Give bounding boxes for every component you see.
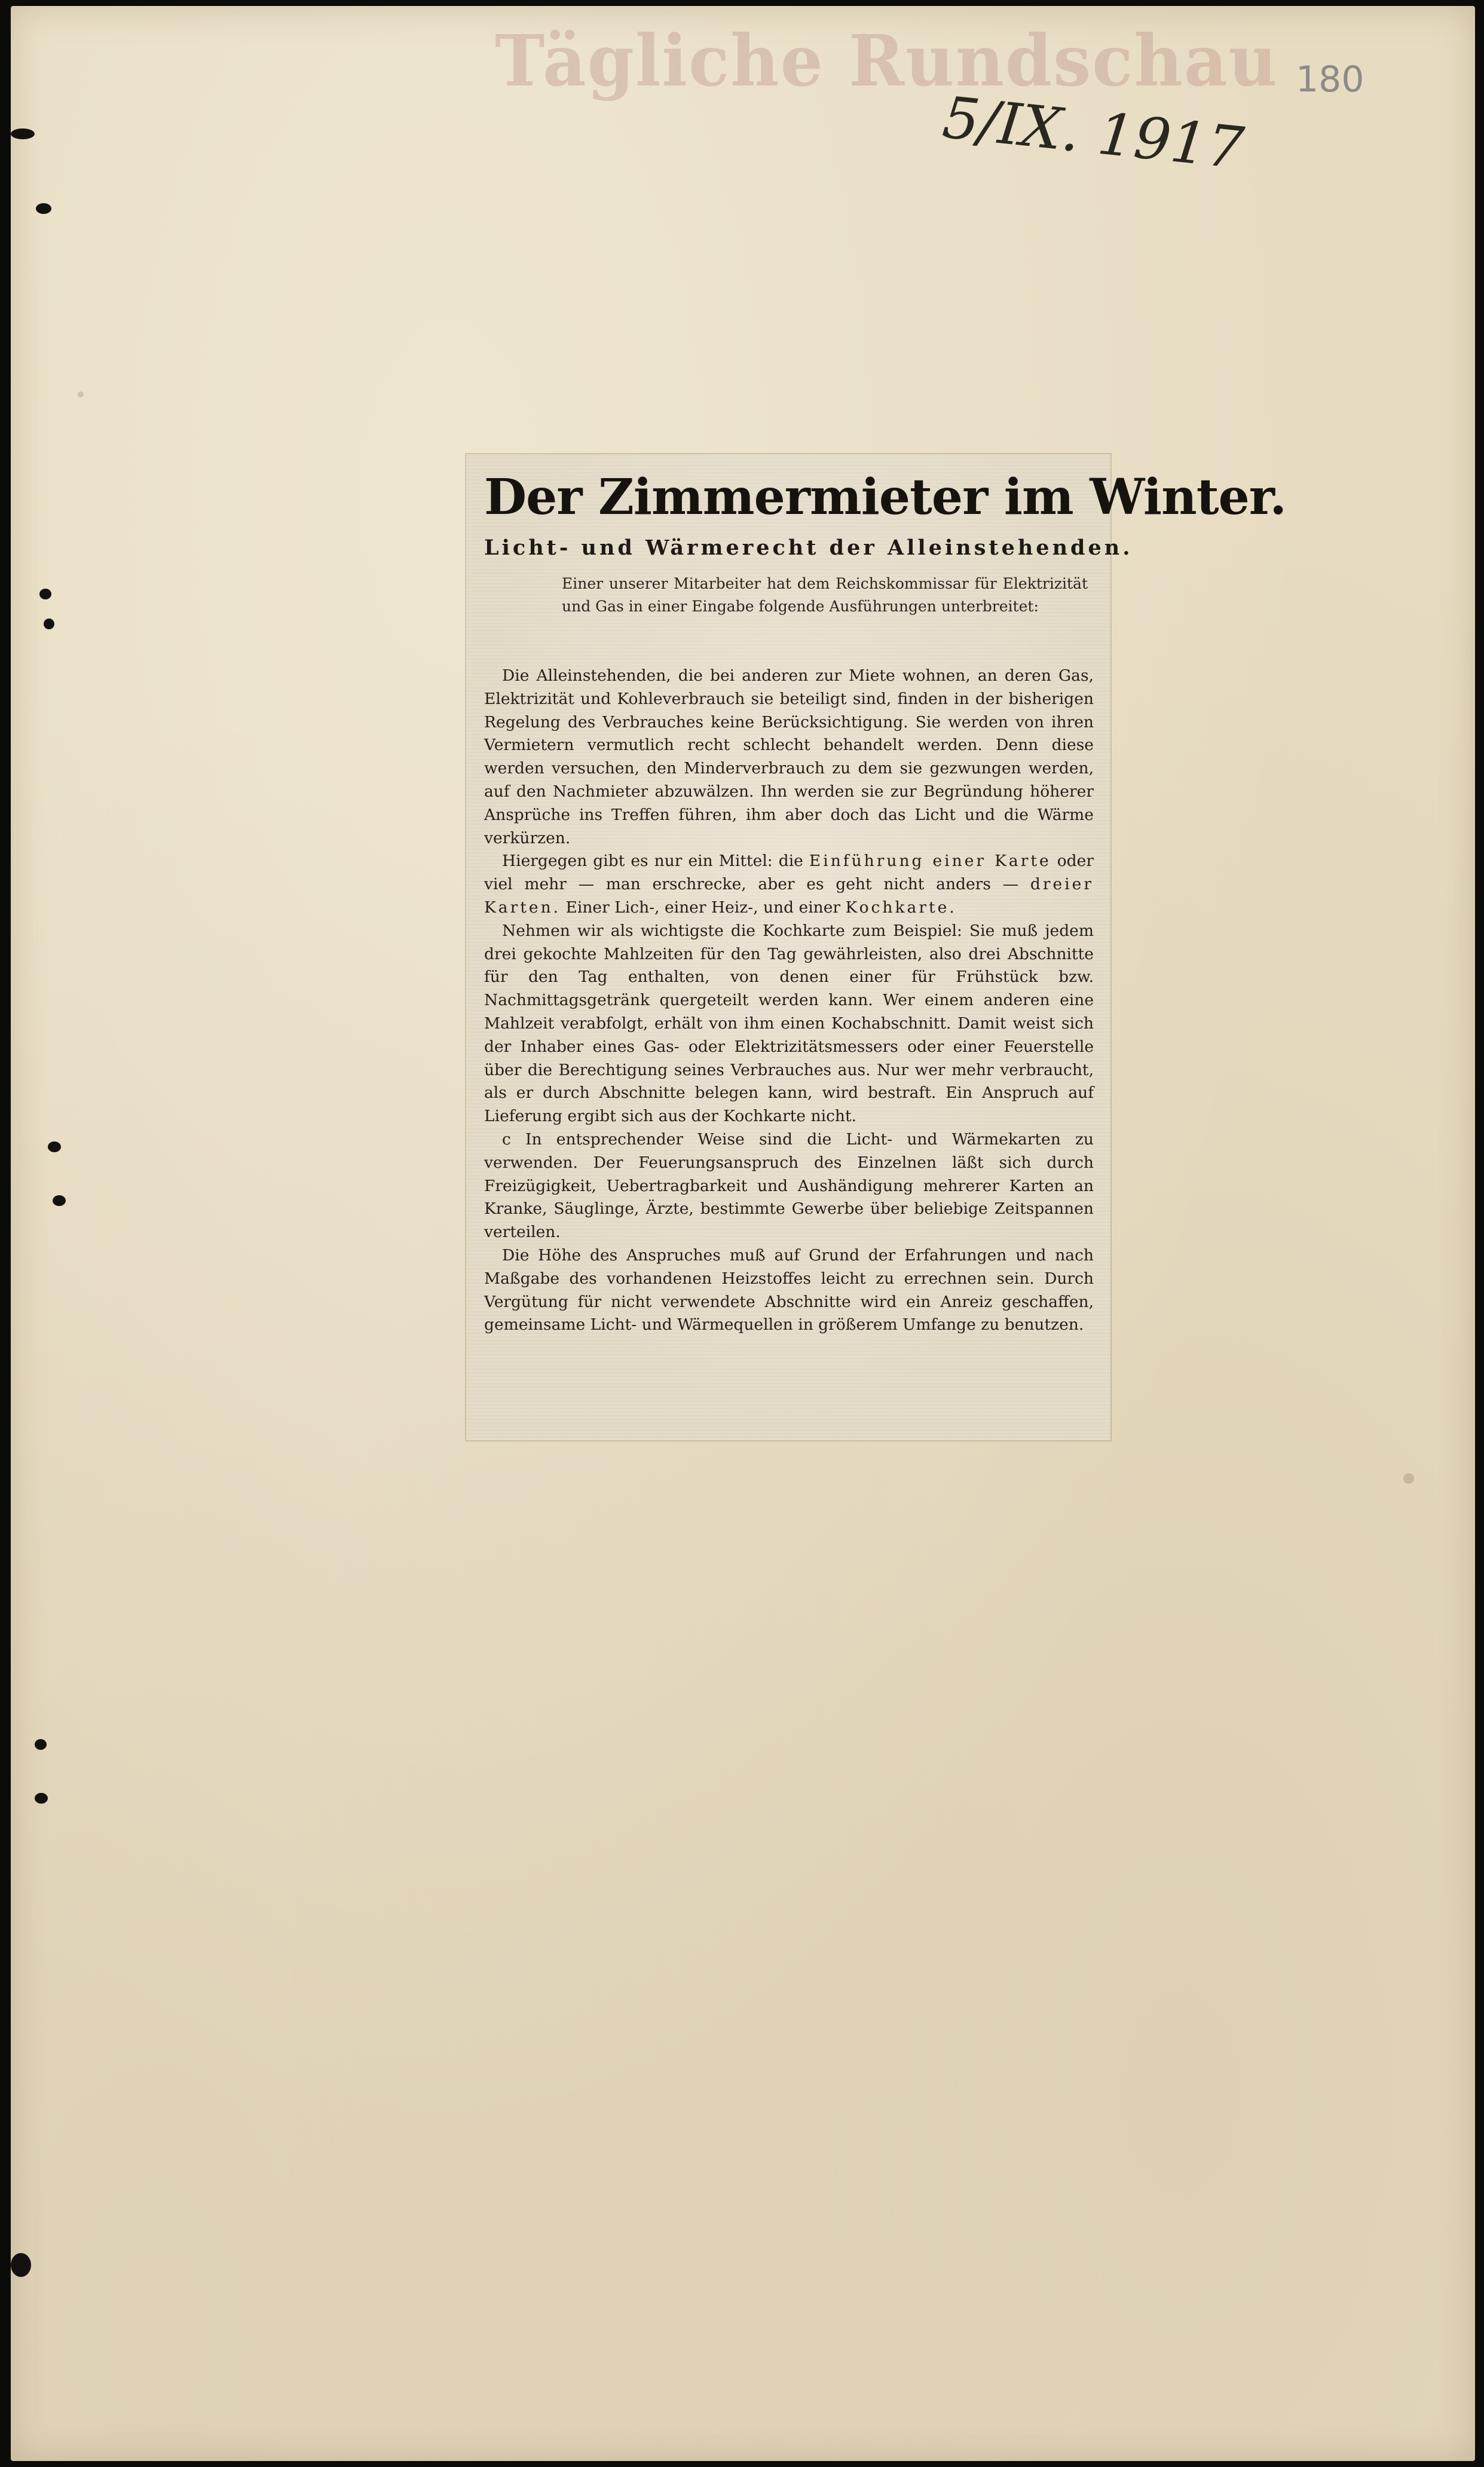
binder-hole (39, 589, 51, 599)
newspaper-name-stamp: Tägliche Rundschau (495, 20, 1278, 103)
article-text: Hiergegen gibt es nur ein Mittel: die (502, 852, 809, 871)
article-title: Der Zimmermieter im Winter. (484, 469, 1286, 526)
article-subtitle: Licht- und Wärmerecht der Alleinstehenden. (484, 535, 1133, 560)
article-body (484, 657, 1094, 1422)
binder-hole (44, 619, 54, 629)
folio-number: 180 (1296, 59, 1364, 100)
article-paragraph: c In entsprechender Weise sind die Licht- und Wärmekarten zu verwenden. Der Feuerungsanspruch des Einzelnen läßt sich durch Freizügigkeit, Uebertragbarkeit und Aushändigung mehrerer Karten an Kranke, Säuglinge, Ärzte, bestimmte Gewerbe über beliebige Zeitspannen verteilen. (484, 1130, 1094, 1242)
newspaper-clipping (466, 454, 1286, 1440)
article-emphasis: dreier Karten. (484, 875, 1094, 917)
binder-hole (11, 128, 35, 139)
article-paragraph: Die Höhe des Anspruches muß auf Grund der Erfahrungen und nach Maßgabe des vorhandenen Heizstoffes leicht zu errechnen sein. Durch Vergütung für nicht verwendete Abschnitte wird ein Anreiz geschaffen, gemeinsame Licht- und Wärmequellen in größerem Umfange zu benutzen. (484, 1245, 1094, 1334)
article-intro: Einer unserer Mitarbeiter hat dem Reichskommissar für Elektrizität und Gas in einer Eingabe folgende Ausführungen unterbreitet: (562, 575, 1088, 615)
article-text: Einer Lich-, einer Heiz-, und einer (561, 898, 846, 917)
article-text: oder viel mehr — man erschrecke, aber es geht nicht anders — (484, 852, 1094, 894)
paper-spot (78, 391, 84, 397)
article-paragraph: Die Alleinstehenden, die bei anderen zur Miete wohnen, an deren Gas, Elektrizität und Kohleverbrauch sie beteiligt sind, finden in der bisherigen Regelung des Verbrauches keine Berücksichtigung. Sie werden von ihren Vermietern vermutlich recht schlecht behandelt werden. Denn diese werden versuchen, den Minderverbrauch zu dem sie gezwungen werden, auf den Nachmieter abzuwälzen. Ihn werden sie zur Begründung höherer Ansprüche ins Treffen führen, ihm aber doch das Licht und die Wärme verkürzen. (484, 666, 1094, 847)
article-emphasis: Kochkarte. (845, 898, 957, 917)
handwritten-date: 5/IX. 1917 (940, 84, 1247, 182)
binder-hole (35, 1739, 47, 1750)
paper-spot (1403, 1473, 1414, 1484)
binder-hole (53, 1195, 66, 1206)
binder-hole (48, 1141, 61, 1152)
binder-hole (36, 203, 51, 214)
archive-sheet (11, 6, 1475, 2461)
article-paragraph (484, 850, 1094, 919)
binder-hole (35, 1793, 48, 1804)
article-emphasis: Einführung einer Karte (809, 852, 1051, 871)
article-paragraph: Nehmen wir als wichtigste die Kochkarte zum Beispiel: Sie muß jedem drei gekochte Mahlzeiten für den Tag gewährleisten, also drei Abschnitte für den Tag enthalten, von denen einer für Frühstück bzw. Nachmittagsgetränk quergeteilt werden kann. Wer einem anderen eine Mahlzeit verabfolgt, erhält von ihm einen Kochabschnitt. Damit weist sich der Inhaber eines Gas- oder Elektrizitätsmessers oder einer Feuerstelle über die Berechtigung seines Verbrauches aus. Nur wer mehr verbraucht, als er durch Abschnitte belegen kann, wird bestraft. Ein Anspruch auf Lieferung ergibt sich aus der Kochkarte nicht. (484, 921, 1094, 1126)
binder-hole (11, 2253, 31, 2277)
